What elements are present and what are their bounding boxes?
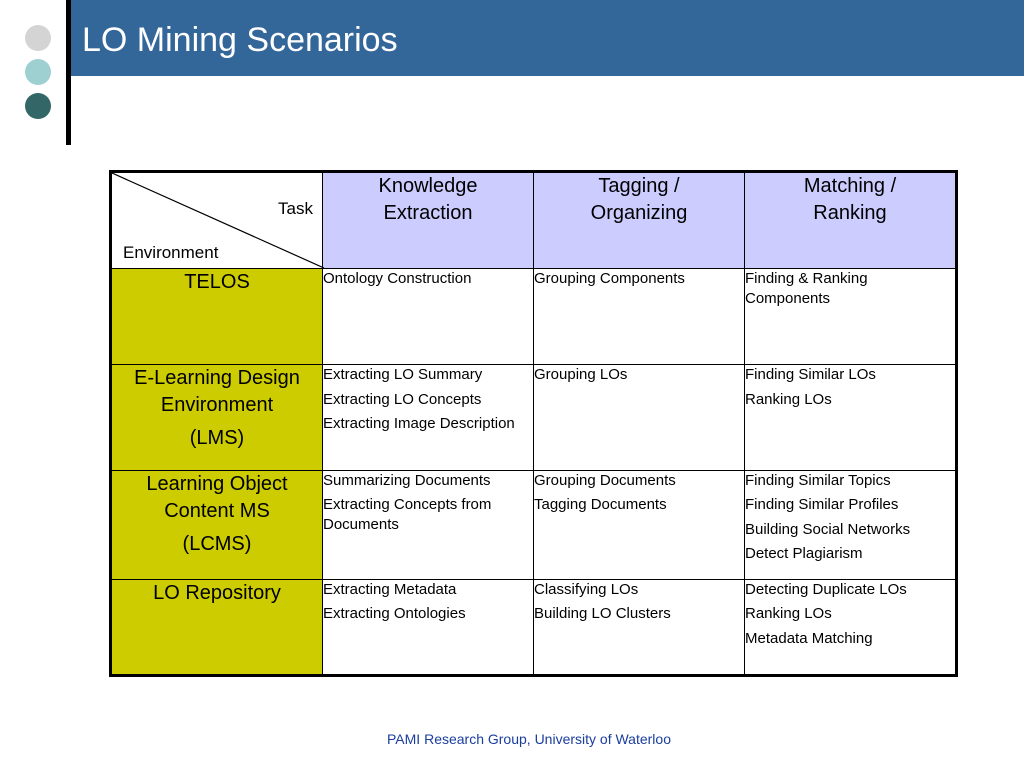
row-header-line: Learning Object — [146, 472, 288, 495]
row-header-line: Content MS — [164, 499, 270, 522]
decorative-dot-light-gray — [25, 25, 51, 51]
cell-item: Extracting Ontologies — [323, 605, 466, 623]
row-header-line: E-Learning Design — [134, 367, 300, 390]
title-bar — [71, 0, 1024, 76]
column-header-line: Matching / — [803, 175, 897, 197]
cell-item: Extracting LO Concepts — [323, 390, 482, 408]
scenario-table — [109, 170, 958, 677]
row-header — [111, 470, 323, 579]
table-cell — [745, 470, 957, 579]
corner-cell — [111, 172, 323, 269]
footer-text: PAMI Research Group, University of Waterloo — [387, 731, 671, 747]
cell-item: Finding Similar LOs — [745, 366, 876, 384]
row-header-line: Environment — [160, 394, 274, 417]
cell-item: Detecting Duplicate LOs — [745, 580, 907, 598]
row-header-line: TELOS — [184, 271, 250, 294]
table-cell — [323, 365, 534, 470]
table-cell — [534, 365, 745, 470]
table-cell — [534, 470, 745, 579]
column-header — [534, 172, 745, 269]
table-cell — [745, 365, 957, 470]
cell-item: Classifying LOs — [534, 580, 639, 598]
table-cell — [534, 269, 745, 365]
table-row — [111, 470, 957, 579]
cell-item: Building Social Networks — [745, 520, 911, 538]
table-cell — [323, 470, 534, 579]
cell-item: Ontology Construction — [323, 270, 472, 288]
cell-item: Extracting Concepts from Documents — [323, 496, 492, 534]
row-header — [111, 365, 323, 470]
column-header-line: Tagging / — [598, 175, 680, 197]
cell-item: Metadata Matching — [745, 629, 873, 647]
column-header — [323, 172, 534, 269]
row-header-line: (LMS) — [189, 427, 245, 450]
table-cell — [745, 579, 957, 675]
slide-title: LO Mining Scenarios — [82, 21, 398, 59]
cell-item: Ranking LOs — [745, 605, 832, 623]
table-cell — [323, 579, 534, 675]
decorative-dot-dark-teal — [25, 93, 51, 119]
cell-item: Finding Similar Profiles — [745, 496, 899, 514]
row-header — [111, 579, 323, 675]
table-header-row — [111, 172, 957, 269]
decorative-dot-light-teal — [25, 59, 51, 85]
cell-item: Finding Similar Topics — [745, 471, 891, 489]
column-header-line: Knowledge — [378, 175, 478, 197]
cell-item: Extracting Metadata — [323, 580, 457, 598]
row-header — [111, 269, 323, 365]
cell-item: Building LO Clusters — [534, 605, 671, 623]
cell-item: Grouping Documents — [534, 471, 676, 489]
table-row — [111, 579, 957, 675]
table-row — [111, 365, 957, 470]
table-cell — [323, 269, 534, 365]
table-row — [111, 269, 957, 365]
cell-item: Extracting LO Summary — [323, 366, 483, 384]
environment-axis-label: Environment — [123, 243, 219, 262]
cell-item: Finding & Ranking Components — [745, 270, 868, 308]
task-axis-label: Task — [278, 199, 313, 218]
cell-item: Detect Plagiarism — [745, 545, 863, 563]
table-cell — [534, 579, 745, 675]
row-header-line: LO Repository — [153, 581, 281, 604]
cell-item: Grouping LOs — [534, 366, 628, 384]
cell-item: Grouping Components — [534, 270, 685, 288]
row-header-line: (LCMS) — [182, 532, 252, 555]
column-header-line: Ranking — [813, 202, 887, 224]
column-header-line: Extraction — [383, 202, 473, 224]
cell-item: Extracting Image Description — [323, 415, 515, 433]
column-header — [745, 172, 957, 269]
cell-item: Tagging Documents — [534, 496, 667, 514]
cell-item: Ranking LOs — [745, 390, 832, 408]
cell-item: Summarizing Documents — [323, 471, 491, 489]
column-header-line: Organizing — [590, 202, 688, 224]
table-cell — [745, 269, 957, 365]
